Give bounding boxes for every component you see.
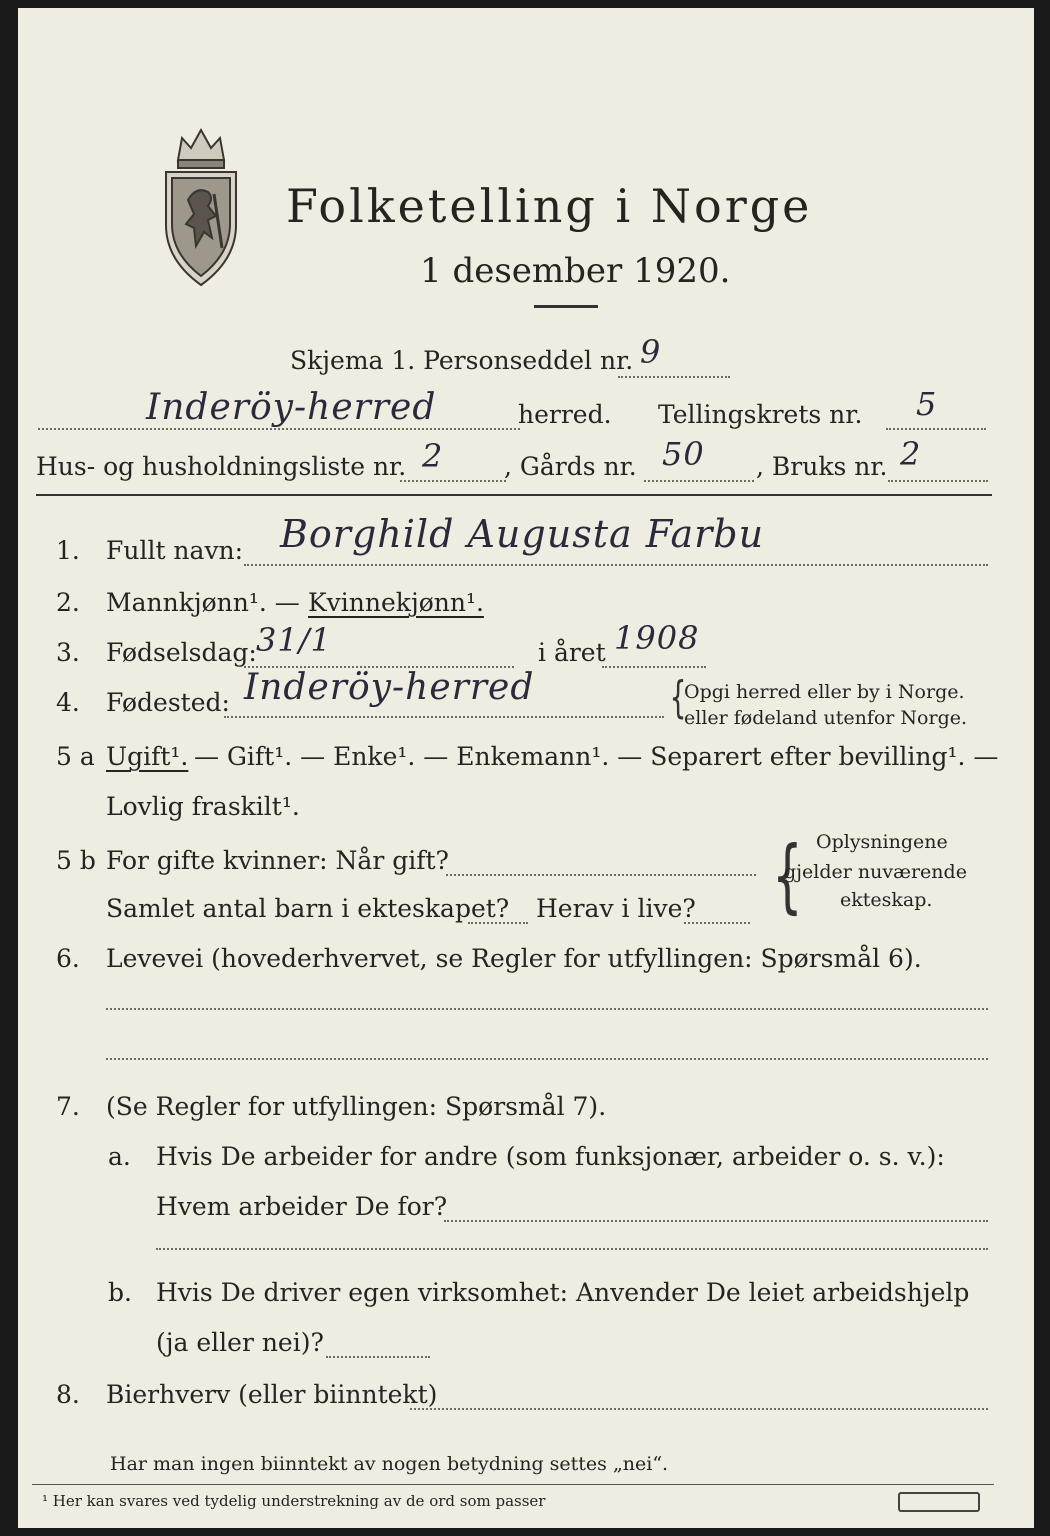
footnote: ¹ Her kan svares ved tydelig understrekning av de ord som passer	[42, 1492, 546, 1510]
tellingskrets-line	[886, 428, 986, 430]
q5b-brace: {	[772, 829, 803, 922]
schema-line	[618, 376, 730, 378]
q6-label: Levevei (hovederhvervet, se Regler for utfyllingen: Spørsmål 6).	[106, 944, 922, 973]
schema-value: 9	[640, 333, 662, 371]
q7-number: 7.	[56, 1092, 80, 1121]
printer-stamp	[898, 1492, 980, 1512]
q7a-text: Hvis De arbeider for andre (som funksjonær, arbeider o. s. v.):	[156, 1142, 945, 1171]
q5a-line2: Lovlig fraskilt¹.	[106, 792, 300, 821]
hus-label: Hus- og husholdningsliste nr.	[36, 452, 407, 481]
hus-value: 2	[422, 437, 444, 475]
q5b-note-1: Oplysningene	[816, 831, 948, 853]
tellingskrets-value: 5	[916, 385, 938, 423]
q4-label: Fødested:	[106, 688, 230, 717]
q5a-options: — Gift¹. — Enke¹. — Enkemann¹. — Separert efter bevilling¹. —	[194, 742, 999, 771]
q5b-note-2: gjelder nuværende	[784, 861, 967, 883]
nei-note: Har man ingen biinntekt av nogen betydning settes „nei“.	[110, 1453, 669, 1475]
q7a-line-2	[156, 1248, 988, 1250]
q6-line-1	[106, 1008, 988, 1010]
q3-value: 31/1	[256, 621, 332, 659]
q5b-label-2: Samlet antal barn i ekteskapet?	[106, 894, 510, 923]
q7b-number: b.	[108, 1278, 132, 1307]
q3-label: Fødselsdag:	[106, 638, 257, 667]
q5b-line-2	[468, 922, 528, 924]
q7a-question: Hvem arbeider De for?	[156, 1192, 448, 1221]
q1-label: Fullt navn:	[106, 536, 244, 565]
q5b-number: 5 b	[56, 846, 96, 875]
q7b-question: (ja eller nei)?	[156, 1328, 324, 1357]
q4-line	[224, 716, 664, 718]
schema-label: Skjema 1. Personseddel nr.	[290, 346, 634, 375]
q7-label: (Se Regler for utfyllingen: Spørsmål 7).	[106, 1092, 607, 1121]
norway-coat-of-arms-icon	[158, 120, 244, 290]
q3-year-line	[602, 666, 706, 668]
q4-value: Inderöy-herred	[244, 667, 535, 708]
q6-number: 6.	[56, 944, 80, 973]
herred-label: herred.	[518, 400, 612, 429]
q5b-note-3: ekteskap.	[840, 889, 933, 911]
q7b-text: Hvis De driver egen virksomhet: Anvender De leiet arbeidshjelp	[156, 1278, 970, 1307]
census-form	[18, 8, 1034, 1528]
q4-brace: {	[669, 672, 687, 723]
q2-mann: Mannkjønn¹. —	[106, 588, 300, 617]
footer-divider	[32, 1484, 994, 1485]
q2-number: 2.	[56, 588, 80, 617]
header-divider	[36, 494, 992, 496]
q7b-line	[326, 1356, 430, 1358]
bruks-label: , Bruks nr.	[756, 452, 888, 481]
herred-line	[38, 428, 520, 430]
q5a-ugift-underlined: Ugift¹.	[106, 742, 189, 771]
q1-number: 1.	[56, 536, 80, 565]
tellingskrets-label: Tellingskrets nr.	[658, 400, 863, 429]
q3-number: 3.	[56, 638, 80, 667]
q5a-number: 5 a	[56, 742, 95, 771]
gards-label: , Gårds nr.	[504, 452, 637, 481]
q7a-line-1	[444, 1220, 988, 1222]
q5b-label-3: Herav i live?	[536, 894, 696, 923]
bruks-line	[888, 480, 988, 482]
q4-note-2: eller fødeland utenfor Norge.	[684, 707, 968, 729]
bruks-value: 2	[900, 435, 922, 473]
title-rule	[534, 305, 598, 308]
q5b-label-1: For gifte kvinner: Når gift?	[106, 846, 449, 875]
q2-kvinne-underlined: Kvinnekjønn¹.	[308, 588, 484, 617]
census-date: 1 desember 1920.	[420, 251, 731, 291]
q8-number: 8.	[56, 1380, 80, 1409]
q8-line	[410, 1408, 988, 1410]
q1-line	[244, 564, 988, 566]
form-title: Folketelling i Norge	[286, 179, 813, 233]
gards-value: 50	[662, 435, 705, 473]
q1-value: Borghild Augusta Farbu	[280, 512, 765, 556]
q8-label: Bierhverv (eller biinntekt)	[106, 1380, 438, 1409]
q4-number: 4.	[56, 688, 80, 717]
q5b-line-1	[446, 874, 756, 876]
hus-line	[400, 480, 506, 482]
q4-note-1: Opgi herred eller by i Norge.	[684, 681, 965, 703]
gards-line	[644, 480, 754, 482]
q6-line-2	[106, 1058, 988, 1060]
q3-year-label: i året	[538, 638, 606, 667]
herred-value: Inderöy-herred	[146, 387, 437, 428]
q7a-number: a.	[108, 1142, 131, 1171]
q3-year-value: 1908	[614, 619, 700, 657]
q5b-line-3	[684, 922, 750, 924]
